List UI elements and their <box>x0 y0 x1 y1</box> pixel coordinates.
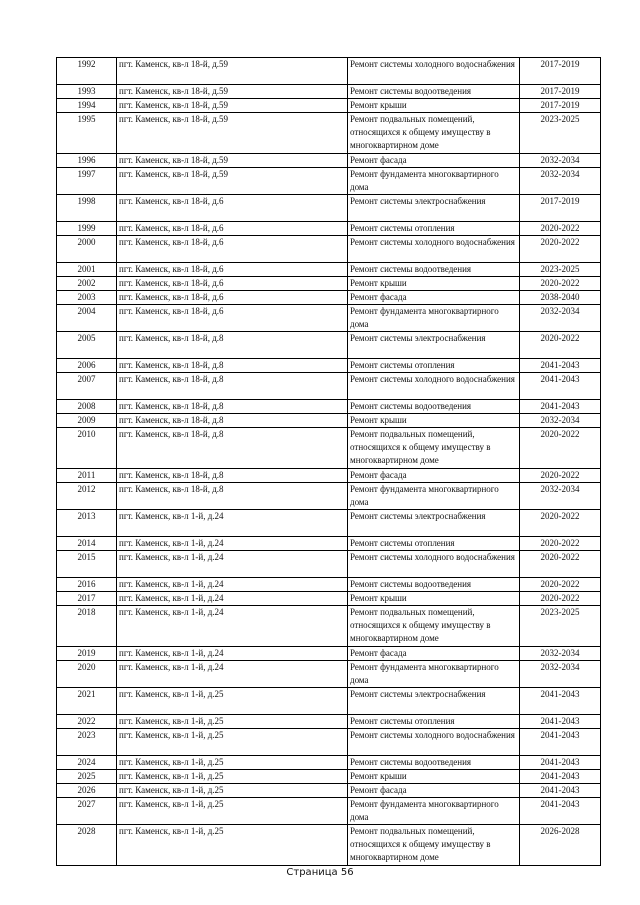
row-number: 2015 <box>57 551 117 578</box>
table-row <box>57 154 601 168</box>
row-number: 1995 <box>57 113 117 154</box>
address-cell: пгт. Каменск, кв-л 18-й, д.6 <box>117 263 348 277</box>
address-cell: пгт. Каменск, кв-л 18-й, д.8 <box>117 400 348 414</box>
work-type-cell: Ремонт подвальных помещений, относящихся к общему имуществу в многоквартирном доме <box>348 113 520 154</box>
work-type-cell: Ремонт системы водоотведения <box>348 578 520 592</box>
table-row <box>57 291 601 305</box>
table-row <box>57 483 601 510</box>
work-type-cell: Ремонт фасада <box>348 647 520 661</box>
row-number: 2026 <box>57 784 117 798</box>
work-type-cell: Ремонт системы отопления <box>348 359 520 373</box>
address-cell: пгт. Каменск, кв-л 18-й, д.8 <box>117 428 348 469</box>
row-number: 2014 <box>57 537 117 551</box>
table-row <box>57 756 601 770</box>
table-row <box>57 222 601 236</box>
period-cell: 2020-2022 <box>520 236 601 263</box>
work-type-cell: Ремонт системы холодного водоснабжения <box>348 551 520 578</box>
period-cell: 2020-2022 <box>520 578 601 592</box>
address-cell: пгт. Каменск, кв-л 18-й, д.59 <box>117 99 348 113</box>
period-cell: 2026-2028 <box>520 825 601 866</box>
address-cell: пгт. Каменск, кв-л 18-й, д.8 <box>117 469 348 483</box>
address-cell: пгт. Каменск, кв-л 18-й, д.59 <box>117 85 348 99</box>
row-number: 1993 <box>57 85 117 99</box>
table-row <box>57 263 601 277</box>
work-type-cell: Ремонт системы водоотведения <box>348 400 520 414</box>
work-type-cell: Ремонт крыши <box>348 592 520 606</box>
period-cell: 2041-2043 <box>520 756 601 770</box>
address-cell: пгт. Каменск, кв-л 1-й, д.25 <box>117 798 348 825</box>
work-type-cell: Ремонт системы водоотведения <box>348 756 520 770</box>
address-cell: пгт. Каменск, кв-л 1-й, д.25 <box>117 688 348 715</box>
address-cell: пгт. Каменск, кв-л 1-й, д.24 <box>117 647 348 661</box>
period-cell: 2041-2043 <box>520 688 601 715</box>
address-cell: пгт. Каменск, кв-л 18-й, д.59 <box>117 168 348 195</box>
period-cell: 2017-2019 <box>520 58 601 85</box>
work-type-cell: Ремонт фундамента многоквартирного дома <box>348 168 520 195</box>
row-number: 2021 <box>57 688 117 715</box>
work-type-cell: Ремонт системы отопления <box>348 222 520 236</box>
row-number: 2002 <box>57 277 117 291</box>
address-cell: пгт. Каменск, кв-л 1-й, д.25 <box>117 825 348 866</box>
address-cell: пгт. Каменск, кв-л 1-й, д.24 <box>117 551 348 578</box>
address-cell: пгт. Каменск, кв-л 1-й, д.25 <box>117 756 348 770</box>
table-row <box>57 729 601 756</box>
row-number: 2019 <box>57 647 117 661</box>
period-cell: 2020-2022 <box>520 537 601 551</box>
table-row <box>57 113 601 154</box>
row-number: 2025 <box>57 770 117 784</box>
address-cell: пгт. Каменск, кв-л 18-й, д.59 <box>117 58 348 85</box>
period-cell: 2041-2043 <box>520 729 601 756</box>
address-cell: пгт. Каменск, кв-л 18-й, д.8 <box>117 483 348 510</box>
table-row <box>57 168 601 195</box>
period-cell: 2020-2022 <box>520 469 601 483</box>
work-type-cell: Ремонт системы электроснабжения <box>348 332 520 359</box>
work-type-cell: Ремонт системы водоотведения <box>348 85 520 99</box>
period-cell: 2032-2034 <box>520 154 601 168</box>
address-cell: пгт. Каменск, кв-л 18-й, д.6 <box>117 195 348 222</box>
table-row <box>57 400 601 414</box>
address-cell: пгт. Каменск, кв-л 18-й, д.59 <box>117 113 348 154</box>
row-number: 2001 <box>57 263 117 277</box>
period-cell: 2023-2025 <box>520 263 601 277</box>
work-type-cell: Ремонт фундамента многоквартирного дома <box>348 798 520 825</box>
table-row <box>57 236 601 263</box>
period-cell: 2038-2040 <box>520 291 601 305</box>
row-number: 2016 <box>57 578 117 592</box>
table-row <box>57 592 601 606</box>
table-row <box>57 277 601 291</box>
row-number: 2008 <box>57 400 117 414</box>
period-cell: 2023-2025 <box>520 606 601 647</box>
period-cell: 2017-2019 <box>520 99 601 113</box>
row-number: 2028 <box>57 825 117 866</box>
address-cell: пгт. Каменск, кв-л 1-й, д.24 <box>117 510 348 537</box>
period-cell: 2017-2019 <box>520 85 601 99</box>
address-cell: пгт. Каменск, кв-л 1-й, д.25 <box>117 770 348 784</box>
work-type-cell: Ремонт крыши <box>348 770 520 784</box>
period-cell: 2032-2034 <box>520 647 601 661</box>
address-cell: пгт. Каменск, кв-л 18-й, д.8 <box>117 359 348 373</box>
table-row <box>57 373 601 400</box>
address-cell: пгт. Каменск, кв-л 1-й, д.25 <box>117 784 348 798</box>
period-cell: 2032-2034 <box>520 414 601 428</box>
table-row <box>57 537 601 551</box>
work-type-cell: Ремонт системы холодного водоснабжения <box>348 58 520 85</box>
address-cell: пгт. Каменск, кв-л 18-й, д.6 <box>117 277 348 291</box>
row-number: 2000 <box>57 236 117 263</box>
address-cell: пгт. Каменск, кв-л 18-й, д.6 <box>117 222 348 236</box>
work-type-cell: Ремонт фундамента многоквартирного дома <box>348 483 520 510</box>
work-type-cell: Ремонт системы холодного водоснабжения <box>348 373 520 400</box>
row-number: 2012 <box>57 483 117 510</box>
row-number: 2011 <box>57 469 117 483</box>
work-type-cell: Ремонт крыши <box>348 277 520 291</box>
address-cell: пгт. Каменск, кв-л 18-й, д.59 <box>117 154 348 168</box>
row-number: 1994 <box>57 99 117 113</box>
row-number: 2003 <box>57 291 117 305</box>
address-cell: пгт. Каменск, кв-л 1-й, д.25 <box>117 715 348 729</box>
address-cell: пгт. Каменск, кв-л 1-й, д.24 <box>117 537 348 551</box>
period-cell: 2041-2043 <box>520 359 601 373</box>
row-number: 1997 <box>57 168 117 195</box>
period-cell: 2041-2043 <box>520 400 601 414</box>
table-row <box>57 661 601 688</box>
table-row <box>57 688 601 715</box>
work-type-cell: Ремонт фасада <box>348 469 520 483</box>
period-cell: 2032-2034 <box>520 305 601 332</box>
address-cell: пгт. Каменск, кв-л 1-й, д.24 <box>117 606 348 647</box>
period-cell: 2020-2022 <box>520 222 601 236</box>
row-number: 2006 <box>57 359 117 373</box>
row-number: 2024 <box>57 756 117 770</box>
table-row <box>57 85 601 99</box>
table-row <box>57 578 601 592</box>
table-row <box>57 715 601 729</box>
period-cell: 2041-2043 <box>520 798 601 825</box>
table-row <box>57 770 601 784</box>
table-row <box>57 305 601 332</box>
address-cell: пгт. Каменск, кв-л 18-й, д.8 <box>117 332 348 359</box>
period-cell: 2041-2043 <box>520 715 601 729</box>
period-cell: 2020-2022 <box>520 428 601 469</box>
work-type-cell: Ремонт фундамента многоквартирного дома <box>348 661 520 688</box>
address-cell: пгт. Каменск, кв-л 18-й, д.6 <box>117 236 348 263</box>
work-type-cell: Ремонт системы водоотведения <box>348 263 520 277</box>
table-body <box>57 58 601 866</box>
table-row <box>57 647 601 661</box>
work-type-cell: Ремонт подвальных помещений, относящихся к общему имуществу в многоквартирном доме <box>348 428 520 469</box>
table-row <box>57 551 601 578</box>
row-number: 2009 <box>57 414 117 428</box>
period-cell: 2020-2022 <box>520 510 601 537</box>
table-row <box>57 510 601 537</box>
address-cell: пгт. Каменск, кв-л 18-й, д.6 <box>117 305 348 332</box>
row-number: 2022 <box>57 715 117 729</box>
row-number: 2018 <box>57 606 117 647</box>
work-type-cell: Ремонт системы электроснабжения <box>348 688 520 715</box>
table-row <box>57 428 601 469</box>
work-type-cell: Ремонт системы электроснабжения <box>348 510 520 537</box>
row-number: 1999 <box>57 222 117 236</box>
table-row <box>57 332 601 359</box>
address-cell: пгт. Каменск, кв-л 18-й, д.8 <box>117 373 348 400</box>
work-type-cell: Ремонт крыши <box>348 414 520 428</box>
work-type-cell: Ремонт подвальных помещений, относящихся к общему имуществу в многоквартирном доме <box>348 825 520 866</box>
work-type-cell: Ремонт фасада <box>348 291 520 305</box>
work-type-cell: Ремонт системы электроснабжения <box>348 195 520 222</box>
address-cell: пгт. Каменск, кв-л 1-й, д.25 <box>117 729 348 756</box>
table-row <box>57 359 601 373</box>
work-type-cell: Ремонт системы холодного водоснабжения <box>348 729 520 756</box>
address-cell: пгт. Каменск, кв-л 18-й, д.6 <box>117 291 348 305</box>
period-cell: 2032-2034 <box>520 483 601 510</box>
period-cell: 2032-2034 <box>520 168 601 195</box>
row-number: 1996 <box>57 154 117 168</box>
row-number: 2007 <box>57 373 117 400</box>
row-number: 2023 <box>57 729 117 756</box>
period-cell: 2017-2019 <box>520 195 601 222</box>
period-cell: 2032-2034 <box>520 661 601 688</box>
work-type-cell: Ремонт системы отопления <box>348 537 520 551</box>
row-number: 2010 <box>57 428 117 469</box>
row-number: 2013 <box>57 510 117 537</box>
table-row <box>57 798 601 825</box>
address-cell: пгт. Каменск, кв-л 1-й, д.24 <box>117 661 348 688</box>
address-cell: пгт. Каменск, кв-л 18-й, д.8 <box>117 414 348 428</box>
page-number: Страница 56 <box>286 867 354 878</box>
row-number: 2017 <box>57 592 117 606</box>
period-cell: 2020-2022 <box>520 551 601 578</box>
table-row <box>57 784 601 798</box>
work-type-cell: Ремонт фундамента многоквартирного дома <box>348 305 520 332</box>
address-cell: пгт. Каменск, кв-л 1-й, д.24 <box>117 592 348 606</box>
table-row <box>57 195 601 222</box>
period-cell: 2020-2022 <box>520 592 601 606</box>
address-cell: пгт. Каменск, кв-л 1-й, д.24 <box>117 578 348 592</box>
table-row <box>57 825 601 866</box>
row-number: 1992 <box>57 58 117 85</box>
period-cell: 2041-2043 <box>520 770 601 784</box>
row-number: 1998 <box>57 195 117 222</box>
period-cell: 2023-2025 <box>520 113 601 154</box>
work-type-cell: Ремонт системы отопления <box>348 715 520 729</box>
row-number: 2020 <box>57 661 117 688</box>
work-type-cell: Ремонт системы холодного водоснабжения <box>348 236 520 263</box>
row-number: 2005 <box>57 332 117 359</box>
period-cell: 2020-2022 <box>520 277 601 291</box>
table-row <box>57 58 601 85</box>
table-row <box>57 414 601 428</box>
row-number: 2027 <box>57 798 117 825</box>
repair-schedule-table <box>56 57 601 866</box>
table-row <box>57 99 601 113</box>
period-cell: 2041-2043 <box>520 784 601 798</box>
row-number: 2004 <box>57 305 117 332</box>
table-row <box>57 606 601 647</box>
work-type-cell: Ремонт фасада <box>348 154 520 168</box>
work-type-cell: Ремонт крыши <box>348 99 520 113</box>
period-cell: 2041-2043 <box>520 373 601 400</box>
table-row <box>57 469 601 483</box>
work-type-cell: Ремонт фасада <box>348 784 520 798</box>
work-type-cell: Ремонт подвальных помещений, относящихся к общему имуществу в многоквартирном доме <box>348 606 520 647</box>
period-cell: 2020-2022 <box>520 332 601 359</box>
